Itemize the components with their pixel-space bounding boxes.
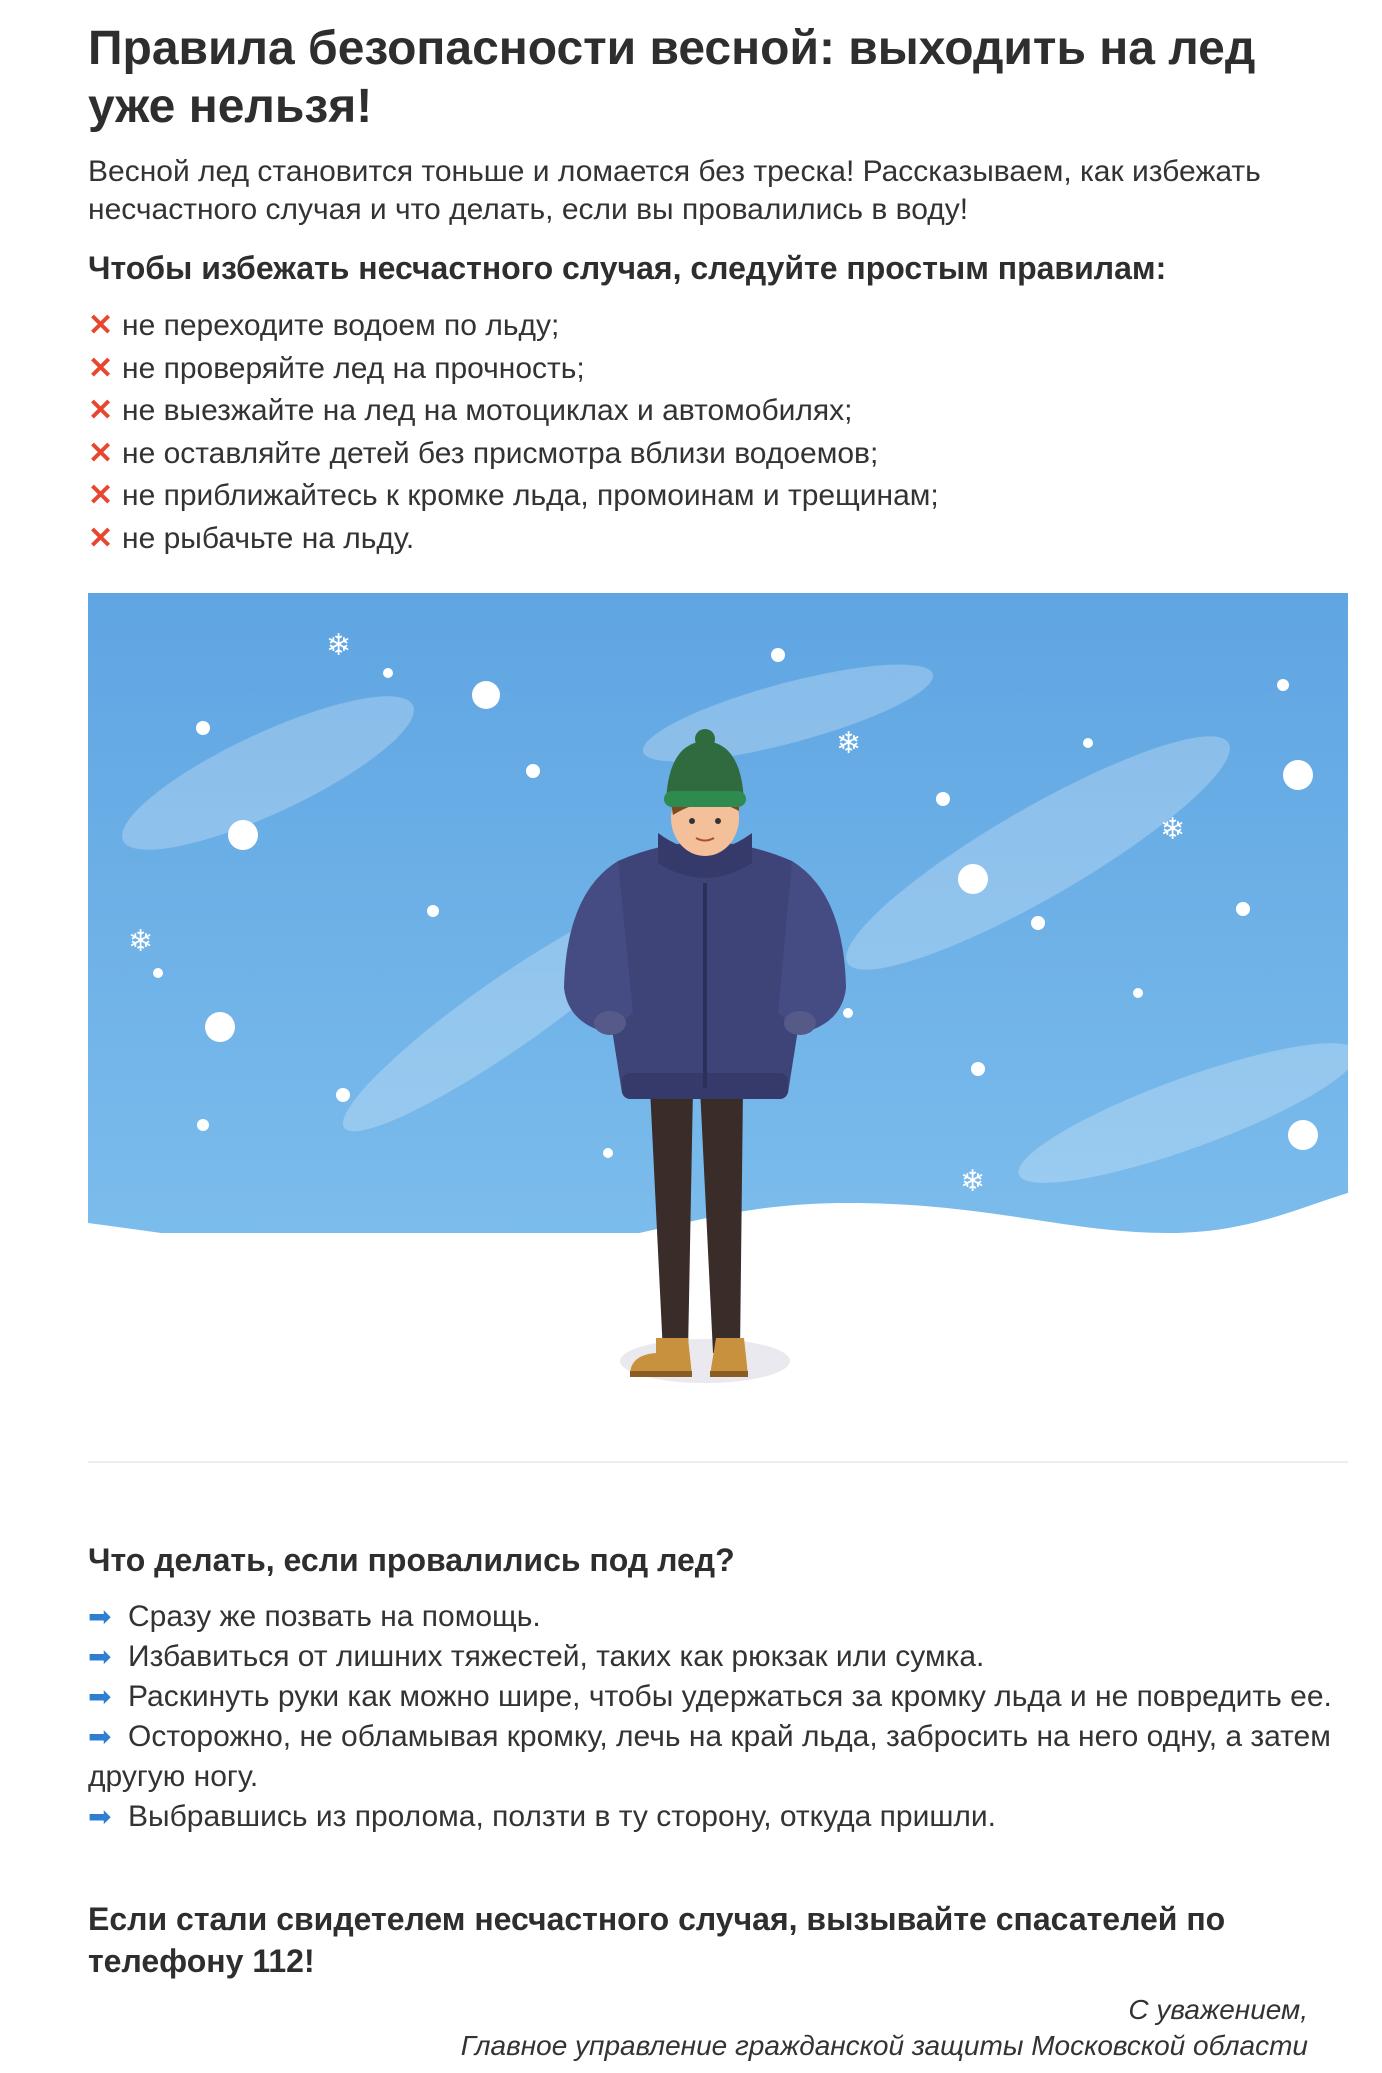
cross-icon: ✕ [88,309,114,342]
rule-text: не рыбачьте на льду. [122,521,415,555]
steps-heading: Что делать, если провалились под лед? [88,1542,735,1578]
signature-greeting: С уважением, [1128,1994,1308,2025]
arrow-right-icon: ➡ [88,1641,112,1672]
steps-list [88,1597,1338,1837]
cross-icon: ✕ [88,521,114,555]
svg-text:❄: ❄ [960,1164,986,1199]
list-item [88,1797,1338,1837]
list-item [88,475,939,518]
arrow-right-icon: ➡ [88,1801,112,1832]
rules-list [88,305,939,560]
svg-text:❄: ❄ [836,726,862,761]
list-item [88,348,939,391]
arrow-right-icon: ➡ [88,1721,112,1752]
rule-text: не оставляйте детей без присмотра вблизи водоемов; [122,436,879,470]
step-text: Выбравшись из пролома, ползти в ту сторону, откуда пришли. [128,1800,997,1833]
list-item [88,518,939,561]
rule-text: не переходите водоем по льду; [122,309,560,342]
rules-heading: Чтобы избежать несчастного случая, следуйте простым правилам: [88,250,1167,286]
page-title: Правила безопасности весной: выходить на лед уже нельзя! [88,22,1256,133]
signature-org: Главное управление гражданской защиты Московской области [460,2030,1308,2061]
intro-text: Весной лед становится тоньше и ломается без треска! Рассказываем, как избежать несчастного случая и что делать, если вы провалились в воду! [88,155,1261,226]
rule-text: не приближайтесь к кромке льда, промоинам и трещинам; [122,479,939,512]
final-note: Если стали свидетелем несчастного случая, вызывайте спасателей по телефону 112! [88,1901,1226,1979]
step-text: Избавиться от лишних тяжестей, таких как рюкзак или сумка. [128,1640,985,1673]
list-item [88,1637,1338,1677]
list-item [88,1677,1338,1717]
cross-icon: ✕ [88,351,114,385]
list-item [88,390,939,433]
list-item [88,305,939,348]
arrow-right-icon: ➡ [88,1681,112,1712]
step-text: Раскинуть руки как можно шире, чтобы удержаться за кромку льда и не повредить ее. [128,1680,1332,1713]
step-text: Сразу же позвать на помощь. [128,1600,541,1633]
step-text: Осторожно, не обламывая кромку, лечь на край льда, забросить на него одну, а затем другую ногу. [88,1720,1331,1793]
list-item [88,433,939,476]
list-item [88,1717,1338,1797]
rule-text: не проверяйте лед на прочность; [122,351,585,385]
cross-icon: ✕ [88,479,114,512]
signature [461,1992,1308,2064]
winter-illustration [88,593,1348,1463]
rule-text: не выезжайте на лед на мотоциклах и автомобилях; [122,394,853,427]
list-item [88,1597,1338,1637]
svg-text:❄: ❄ [1160,812,1186,847]
cross-icon: ✕ [88,394,114,427]
svg-text:❄: ❄ [326,628,352,663]
svg-text:❄: ❄ [128,924,154,959]
cross-icon: ✕ [88,436,114,470]
arrow-right-icon: ➡ [88,1601,112,1632]
